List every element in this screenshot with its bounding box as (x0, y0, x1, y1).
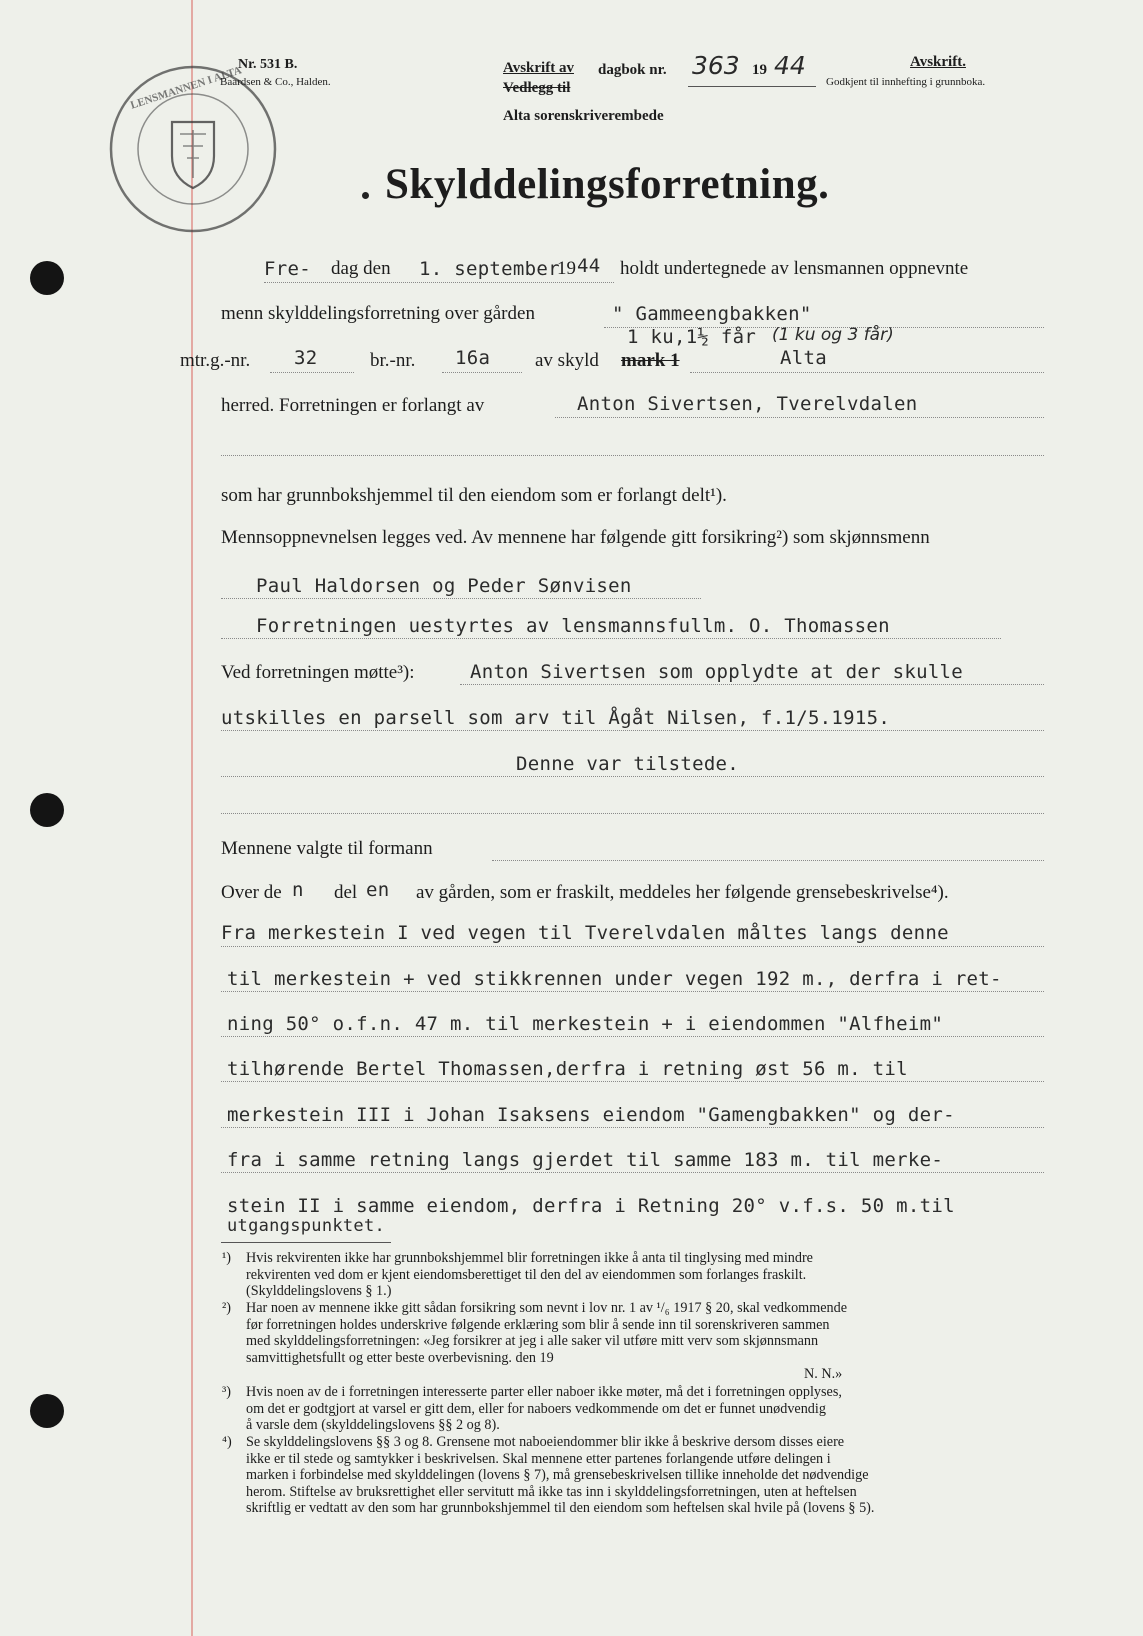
attendance-line1: Anton Sivertsen som opplydte at der skulle (470, 661, 964, 683)
skyld-note: (1 ku og 3 får) (772, 325, 894, 345)
attendance-line3: Denne var tilstede. (516, 753, 740, 775)
mtr-label: mtr.g.-nr. (180, 350, 251, 371)
meeting-date: 1. september (419, 258, 560, 280)
footnote-line: om det er godtgjort at varsel er gitt dem, eller for naboers vedkommende om det er funnet unødvendig (246, 1400, 826, 1417)
over-den-suffix: n (292, 879, 304, 901)
office-name: Alta sorenskriverembede (503, 108, 664, 124)
copy-of-label: Avskrift av (503, 60, 574, 76)
document-title: Skylddelingsforretning. (385, 161, 830, 208)
attachment-label: Vedlegg til (503, 80, 571, 96)
br-label: br.-nr. (370, 350, 416, 371)
footnote-marker: ¹) (222, 1250, 231, 1266)
skyld-insert: 1 ku,1½ får (627, 326, 757, 348)
boundary-line: tilhørende Bertel Thomassen,derfra i retning øst 56 m. til (227, 1058, 908, 1080)
chairman-label: Mennene valgte til formann (221, 838, 433, 859)
punch-hole (30, 793, 64, 827)
title-holder-text: som har grunnbokshjemmel til den eiendom som er forlangt delt¹). (221, 485, 727, 506)
footnote-line: herom. Stiftelse av bruksrettighet eller servitutt må ikke tas inn i skylddelingsforretningen, uten at heftelsen (246, 1483, 857, 1500)
form-printer: Baardsen & Co., Halden. (220, 76, 331, 88)
attendance-label: Ved forretningen møtte³): (221, 662, 415, 683)
appointment-text: Mennsoppnevnelsen legges ved. Av mennene har følgende gitt forsikring²) som skjønnsmenn (221, 527, 930, 548)
footnote-marker: ⁴) (222, 1434, 232, 1450)
boundary-line: fra i samme retning langs gjerdet til samme 183 m. til merke- (227, 1149, 944, 1171)
punch-hole (30, 1394, 64, 1428)
form-number: Nr. 531 B. (238, 57, 298, 72)
margin-rule (191, 0, 193, 1636)
farm-name: " Gammeengbakken" (612, 303, 812, 325)
attendance-line2: utskilles en parsell som arv til Ågåt Nilsen, f.1/5.1915. (221, 707, 891, 729)
footnote-line: Hvis rekvirenten ikke har grunnbokshjemmel blir forretningen ikke å anta til tinglysing med mindre (246, 1250, 813, 1266)
footnote-line: før forretningen holdes underskrive følgende erklæring som blir å sende inn til sorenskriveren sammen (246, 1316, 830, 1333)
approved-text: Godkjent til innhefting i grunnboka. (826, 76, 986, 88)
managed-by: Forretningen uestyrtes av lensmannsfullm. O. Thomassen (256, 615, 890, 637)
copy-label: Avskrift. (910, 54, 966, 70)
footnote-line: Se skylddelingslovens §§ 3 og 8. Grensene mot naboeiendommer blir ikke å beskrive dersom disses eiere (246, 1434, 845, 1450)
requested-by-label: herred. Forretningen er forlangt av (221, 395, 485, 416)
footnote-line: Har noen av mennene ikke gitt sådan forsikring som nevnt i lov nr. 1 av ¹/₆ 1917 § 20, skal vedkommende (246, 1300, 848, 1316)
skyld-label: av skyld (535, 350, 599, 371)
footnote-signature: N. N.» (804, 1366, 843, 1383)
footnote-line: rekvirenten ved dom er kjent eiendomsberettiget til den del av eiendommen som forlanges fraskilt. (246, 1266, 807, 1283)
footnote-line: skriftlig er vedtatt av den som har grunnbokshjemmel til den eiendom som heftelsen skal hvile på (lovens § 5). (246, 1500, 875, 1517)
farm-label: menn skylddelingsforretning over gården (221, 303, 535, 324)
meeting-year-prefix: 19 (557, 258, 576, 279)
footnote-line: Hvis noen av de i forretningen interesserte parter eller naboer ikke møter, må det i forretningen opplyses, (246, 1384, 842, 1400)
boundary-line: stein II i samme eiendom, derfra i Retning 20° v.f.s. 50 m.til (227, 1195, 955, 1217)
mark-struck: mark 1 (621, 350, 680, 371)
delen-label: del (334, 882, 358, 903)
footnote-line: (Skylddelingslovens § 1.) (246, 1283, 392, 1300)
boundary-line: merkestein III i Johan Isaksens eiendom "Gamengbakken" og der- (227, 1104, 955, 1126)
municipality: Alta (780, 347, 827, 369)
boundary-line: til merkestein + ved stikkrennen under vegen 192 m., derfra i ret- (227, 968, 1002, 990)
day-label: dag den (331, 258, 391, 279)
requester-name: Anton Sivertsen, Tverelvdalen (577, 393, 918, 415)
punch-hole (30, 261, 64, 295)
weekday-prefix: Fre- (264, 258, 311, 280)
coat-of-arms-icon (172, 122, 214, 188)
diary-number: 363 (692, 51, 740, 80)
footnote-line: marken i forbindelse med skylddelingen (lovens § 7), må grensebeskrivelsen tillike inneholde det nødvendige (246, 1467, 869, 1484)
br-number: 16a (455, 347, 491, 369)
line1-text: holdt undertegnede av lensmannen oppnevnte (620, 258, 969, 279)
delen-suffix: en (366, 879, 390, 901)
meeting-year: 44 (577, 255, 601, 277)
mtr-number: 32 (294, 347, 318, 369)
footnote-marker: ²) (222, 1300, 231, 1316)
diary-label: dagbok nr. (598, 62, 667, 78)
footnote-line: å varsle dem (skylddelingslovens §§ 2 og 8). (246, 1417, 500, 1434)
appraisers: Paul Haldorsen og Peder Sønvisen (256, 575, 632, 597)
boundary-line: Fra merkestein I ved vegen til Tverelvdalen måltes langs denne (221, 922, 949, 944)
header-year: 44 (774, 51, 806, 80)
footnote-separator (221, 1242, 391, 1243)
year-prefix: 19 (752, 62, 767, 78)
title-dot (362, 192, 369, 199)
over-den-label: Over de (221, 882, 282, 903)
footnote-marker: ³) (222, 1384, 231, 1400)
stamp-text: LENSMANNEN I ALTA (128, 64, 244, 112)
footnote-line: samvittighetsfullt og etter beste overbevisning. den 19 (246, 1349, 554, 1366)
boundary-intro: av gården, som er fraskilt, meddeles her følgende grensebeskrivelse⁴). (416, 882, 949, 903)
footnote-line: ikke er til stede og samtykker i beskrivelsen. Skal mennene etter partenes forlangende utføre delingen i (246, 1450, 831, 1467)
boundary-line: utgangspunktet. (227, 1216, 386, 1236)
boundary-line: ning 50° o.f.n. 47 m. til merkestein + i eiendommen "Alfheim" (227, 1013, 944, 1035)
footnote-line: med skylddelingsforretningen: «Jeg forsikrer at jeg i alle saker vil utføre mitt verv som skjønnsmann (246, 1333, 819, 1350)
